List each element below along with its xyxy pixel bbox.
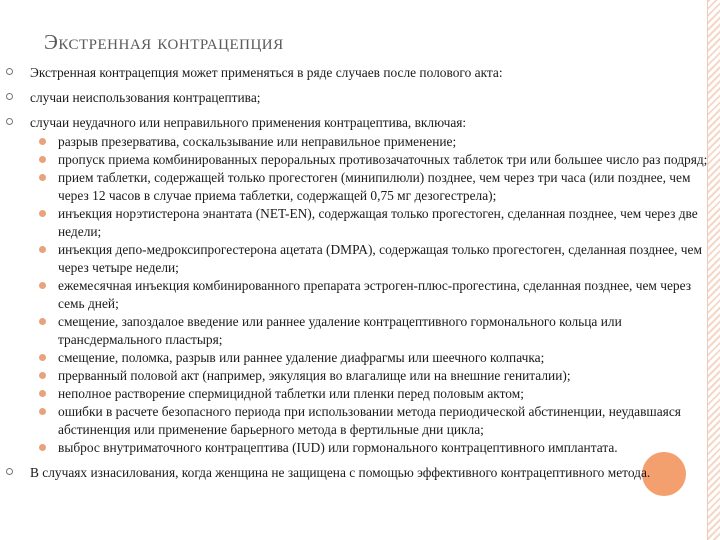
sub-bullet-text: инъекция норэтистерона энантата (NET-EN), содержащая только прогестоген, сделанная позднее, чем через две недели;	[58, 206, 698, 239]
circle-bullet-icon	[6, 93, 13, 100]
sub-bullet-text: инъекция депо-медроксипрогестерона ацетата (DMPA), содержащая только прогестоген, сделанная позднее, чем через четыре недели;	[58, 242, 702, 275]
sub-bullet-text: ошибки в расчете безопасного периода при использовании метода периодической абстиненции, неудавшаяся абстиненция или применение барьерного метода в фертильные дни цикла;	[58, 404, 681, 437]
dot-bullet-icon	[39, 138, 46, 145]
sub-bullet-item	[30, 169, 710, 205]
sub-bullet-text: смещение, поломка, разрыв или раннее удаление диафрагмы или шеечного колпачка;	[58, 350, 545, 365]
dot-bullet-icon	[39, 408, 46, 415]
sub-bullet-text: неполное растворение спермицидной таблетки или пленки перед половым актом;	[58, 386, 524, 401]
dot-bullet-icon	[39, 282, 46, 289]
sub-bullet-text: смещение, запоздалое введение или раннее удаление контрацептивного гормонального кольца или трансдермального пластыря;	[58, 314, 622, 347]
dot-bullet-icon	[39, 444, 46, 451]
bullet-item	[0, 89, 706, 107]
sub-bullet-text: прерванный половой акт (например, эякуляция во влагалище или на внешние гениталии);	[58, 368, 571, 383]
sub-bullet-item	[30, 313, 710, 349]
slide-title: Экстренная контрацепция	[44, 30, 284, 54]
sub-bullet-item	[30, 439, 710, 457]
sub-bullet-text: пропуск приема комбинированных пероральных противозачаточных таблеток три или большее число раз подряд;	[58, 152, 708, 167]
circle-bullet-icon	[6, 468, 13, 475]
sub-bullet-item	[30, 403, 710, 439]
dot-bullet-icon	[39, 246, 46, 253]
circle-bullet-icon	[6, 68, 13, 75]
bullet-text: случаи неиспользования контрацептива;	[30, 90, 261, 105]
sub-bullet-text: разрыв презерватива, соскальзывание или неправильное применение;	[58, 134, 457, 149]
slide-content	[0, 64, 712, 489]
bullet-item	[0, 114, 706, 457]
bullet-text: Экстренная контрацепция может применяться в ряде случаев после полового акта:	[30, 65, 503, 80]
sub-bullet-item	[30, 385, 710, 403]
bullet-text: В случаях изнасилования, когда женщина не защищена с помощью эффективного контрацептивного метода.	[30, 465, 651, 480]
sub-bullet-item	[30, 277, 710, 313]
bullet-item	[0, 64, 706, 82]
dot-bullet-icon	[39, 390, 46, 397]
dot-bullet-icon	[39, 156, 46, 163]
sub-bullet-item	[30, 205, 710, 241]
sub-list	[30, 133, 706, 457]
dot-bullet-icon	[39, 354, 46, 361]
sub-bullet-item	[30, 367, 710, 385]
dot-bullet-icon	[39, 372, 46, 379]
sub-bullet-item	[30, 133, 710, 151]
bullet-item	[0, 464, 706, 482]
sub-bullet-text: прием таблетки, содержащей только прогестоген (минипилюли) позднее, чем через три часа (или позднее, чем через 12 часов в случае приема таблетки, содержащей 0,75 мг дезогестрела);	[58, 170, 691, 203]
sub-bullet-item	[30, 241, 710, 277]
sub-bullet-item	[30, 151, 710, 169]
dot-bullet-icon	[39, 210, 46, 217]
sub-bullet-item	[30, 349, 710, 367]
sub-bullet-text: ежемесячная инъекция комбинированного препарата эстроген-плюс-прогестина, сделанная позднее, чем через семь дней;	[58, 278, 691, 311]
circle-bullet-icon	[6, 118, 13, 125]
bullet-text: случаи неудачного или неправильного применения контрацептива, включая:	[30, 115, 467, 130]
dot-bullet-icon	[39, 318, 46, 325]
dot-bullet-icon	[39, 174, 46, 181]
sub-bullet-text: выброс внутриматочного контрацептива (IUD) или гормонального контрацептивного имплантата.	[58, 440, 618, 455]
